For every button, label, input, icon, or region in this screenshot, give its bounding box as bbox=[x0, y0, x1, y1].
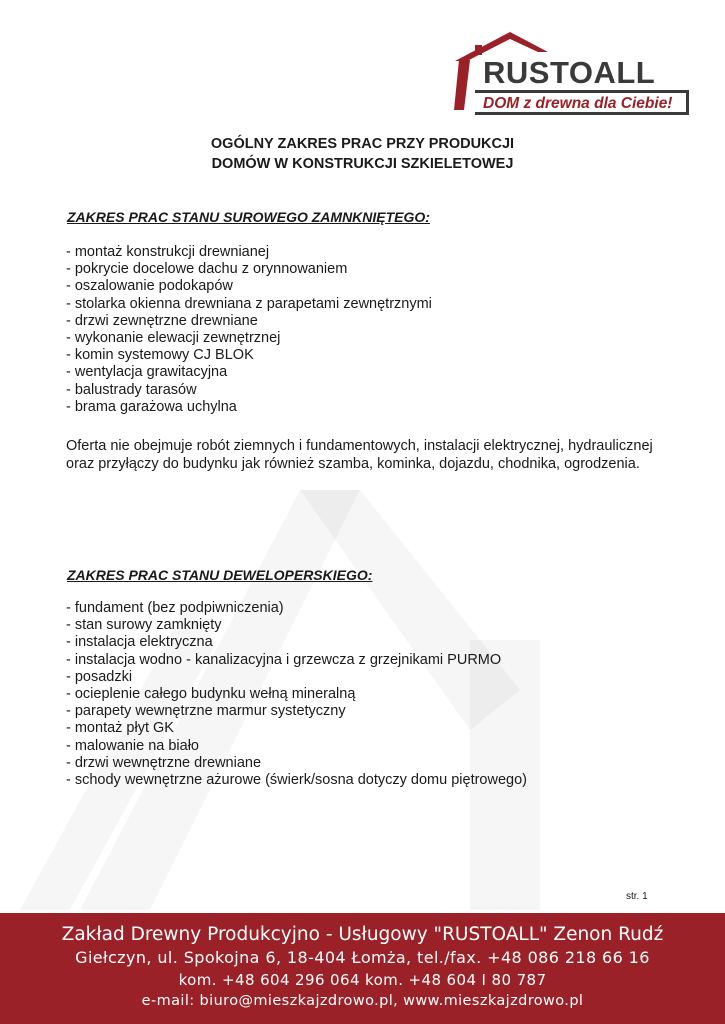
footer-mobile: kom. +48 604 296 064 kom. +48 604 I 80 787 bbox=[178, 971, 547, 989]
title-line-1: OGÓLNY ZAKRES PRAC PRZY PRODUKCJI bbox=[210, 136, 515, 152]
list-item: - posadzki bbox=[66, 668, 133, 685]
footer-contact: e-mail: biuro@mieszkajzdrowo.pl, www.mieszkajzdrowo.pl bbox=[141, 993, 584, 1009]
list-item: - ocieplenie całego budynku wełną mineralną bbox=[66, 686, 356, 703]
footer bbox=[0, 913, 725, 1024]
offer-note: Oferta nie obejmuje robót ziemnych i fundamentowych, instalacji elektrycznej, hydraulicznej oraz przyłączy do budynku jak również szamba, kominka, dojazdu, chodnika, ogrodzenia. bbox=[66, 438, 653, 473]
list-item: - oszalowanie podokapów bbox=[66, 278, 233, 295]
footer-company: Zakład Drewny Produkcyjno - Usługowy "RUSTOALL" Zenon Rudź bbox=[61, 924, 664, 945]
list-item: - montaż płyt GK bbox=[66, 720, 174, 737]
section1-heading: ZAKRES PRAC STANU SUROWEGO ZAMNKNIĘTEGO: bbox=[67, 209, 430, 225]
list-item: - wentylacja grawitacyjna bbox=[66, 364, 228, 381]
list-item: - stolarka okienna drewniana z parapetami zewnętrznymi bbox=[66, 295, 432, 312]
list-item: - brama garażowa uchylna bbox=[66, 398, 237, 415]
list-item: - montaż konstrukcji drewnianej bbox=[66, 244, 270, 260]
section1-list bbox=[66, 244, 432, 416]
logo-tagline: DOM z drewna dla Ciebie! bbox=[483, 95, 673, 112]
list-item: - parapety wewnętrzne marmur systetyczny bbox=[66, 703, 346, 720]
list-item: - wykonanie elewacji zewnętrznej bbox=[66, 330, 281, 347]
list-item: - stan surowy zamknięty bbox=[66, 617, 222, 634]
section2-list bbox=[66, 600, 527, 789]
title-line-2: DOMÓW W KONSTRUKCJI SZKIELETOWEJ bbox=[211, 156, 514, 172]
company-logo bbox=[452, 30, 697, 116]
footer-address: Giełczyn, ul. Spokojna 6, 18-404 Łomża, tel./fax. +48 086 218 66 16 bbox=[75, 948, 650, 967]
list-item: - fundament (bez podpiwniczenia) bbox=[66, 600, 284, 616]
list-item: - instalacja elektryczna bbox=[66, 634, 213, 651]
section2-heading: ZAKRES PRAC STANU DEWELOPERSKIEGO: bbox=[67, 567, 373, 583]
list-item: - pokrycie docelowe dachu z orynnowaniem bbox=[66, 261, 348, 278]
list-item: - schody wewnętrzne ażurowe (świerk/sosna dotyczy domu piętrowego) bbox=[66, 772, 527, 789]
logo-name: RUSTOALL bbox=[483, 55, 656, 90]
document-title bbox=[0, 134, 725, 174]
list-item: - balustrady tarasów bbox=[66, 381, 197, 398]
list-item: - instalacja wodno - kanalizacyjna i grzewcza z grzejnikami PURMO bbox=[66, 651, 502, 668]
list-item: - drzwi wewnętrzne drewniane bbox=[66, 754, 262, 771]
page-number: str. 1 bbox=[626, 891, 648, 902]
list-item: - drzwi zewnętrzne drewniane bbox=[66, 312, 258, 329]
list-item: - komin systemowy CJ BLOK bbox=[66, 347, 254, 364]
list-item: - malowanie na biało bbox=[66, 737, 199, 754]
